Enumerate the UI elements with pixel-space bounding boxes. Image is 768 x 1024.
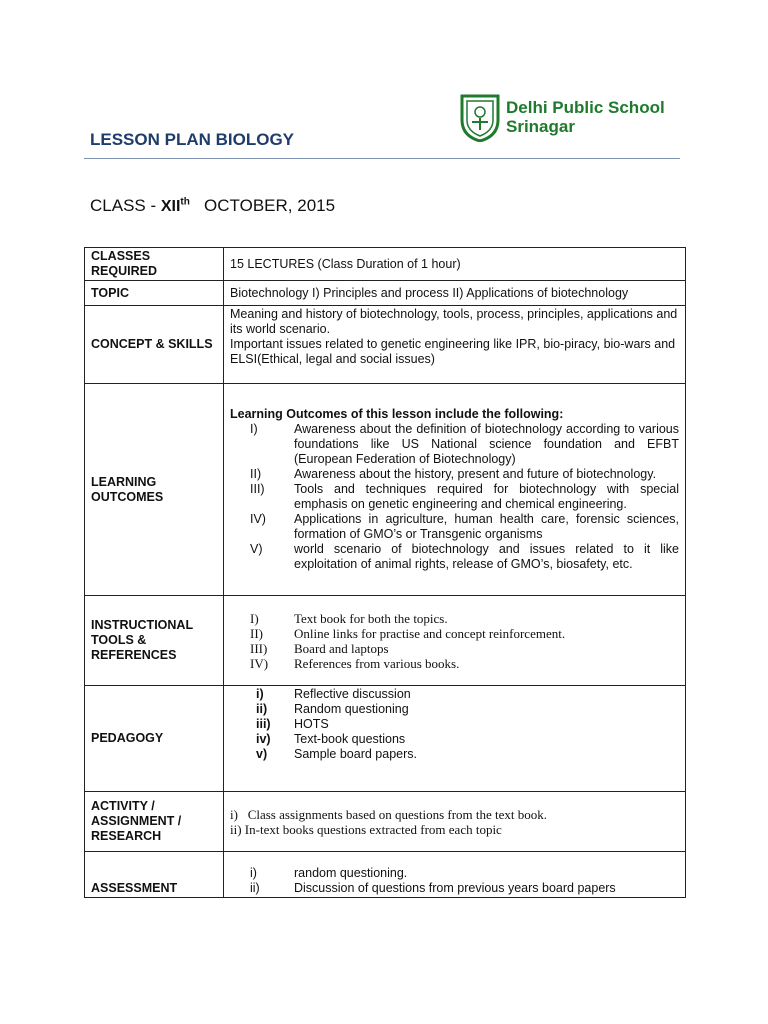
list-num: ii) <box>256 702 268 716</box>
list-text: Board and laptops <box>294 640 389 656</box>
list-num: II) <box>250 467 262 481</box>
school-name-line1: Delhi Public School <box>506 98 665 117</box>
list-item <box>230 656 679 671</box>
row-concept <box>85 306 686 384</box>
list-item <box>230 611 679 626</box>
list-item <box>230 687 679 702</box>
learning-intro: Learning Outcomes of this lesson include the following: <box>230 407 564 421</box>
list-num: IV) <box>250 655 269 671</box>
list-num: i) <box>250 866 257 880</box>
list-num: i) <box>256 687 264 701</box>
value-activity <box>224 792 686 852</box>
activity-line1: i) Class assignments based on questions from the text book. <box>230 806 548 822</box>
label-pedagogy: PEDAGOGY <box>85 686 224 792</box>
list-text: Online links for practise and concept reinforcement. <box>294 625 566 641</box>
list-num: iii) <box>256 717 271 731</box>
list-item <box>230 422 679 467</box>
value-topic: Biotechnology I) Principles and process II) Applications of biotechnology <box>224 281 686 306</box>
list-text: References from various books. <box>294 655 460 671</box>
list-num: ii) <box>250 881 260 895</box>
list-num: III) <box>250 482 265 496</box>
list-item <box>230 542 679 572</box>
list-item <box>230 881 679 896</box>
list-text: Random questioning <box>294 702 409 716</box>
row-topic <box>85 281 686 306</box>
list-item <box>230 626 679 641</box>
class-prefix: CLASS - <box>90 196 161 215</box>
row-tools <box>85 596 686 686</box>
list-item <box>230 866 679 881</box>
value-pedagogy <box>224 686 686 792</box>
school-name <box>506 98 665 136</box>
value-learning <box>224 384 686 596</box>
row-pedagogy <box>85 686 686 792</box>
list-text: Awareness about the history, present and future of biotechnology. <box>294 467 657 481</box>
row-activity <box>85 792 686 852</box>
list-item <box>230 512 679 542</box>
list-text: Sample board papers. <box>294 747 417 761</box>
row-learning <box>85 384 686 596</box>
header-divider <box>84 158 680 159</box>
class-line <box>90 196 335 216</box>
list-num: I) <box>250 610 259 626</box>
list-text: Tools and techniques required for biotechnology with special emphasis on genetic engineering and chemical engineering. <box>294 482 679 511</box>
list-text: Reflective discussion <box>294 687 411 701</box>
list-item <box>230 641 679 656</box>
concept-line2: Important issues related to genetic engineering like IPR, bio-piracy, bio-wars and ELSI(Ethical, legal and social issues) <box>230 337 676 366</box>
row-classes-required <box>85 248 686 281</box>
label-classes-required: CLASSES REQUIRED <box>85 248 224 281</box>
list-text: Awareness about the definition of biotechnology according to various foundations like US National science foundation and EFBT (European Federation of Biotechnology) <box>294 422 679 466</box>
list-text: Applications in agriculture, human health care, forensic sciences, formation of GMO’s or Transgenic organisms <box>294 512 679 541</box>
label-assessment: ASSESSMENT <box>85 852 224 898</box>
class-value: XII <box>160 198 181 215</box>
list-num: iv) <box>256 732 271 746</box>
value-classes-required: 15 LECTURES (Class Duration of 1 hour) <box>224 248 686 281</box>
list-num: III) <box>250 640 268 656</box>
list-text: Discussion of questions from previous years board papers <box>294 881 616 895</box>
list-num: II) <box>250 625 263 641</box>
learning-list <box>230 422 679 572</box>
list-num: v) <box>256 747 268 761</box>
value-assessment <box>224 852 686 898</box>
list-text: world scenario of biotechnology and issues related to it like exploitation of animal rights, release of GMO’s, biosafety, etc. <box>294 542 679 571</box>
list-text: Text-book questions <box>294 732 406 746</box>
label-tools: INSTRUCTIONAL TOOLS & REFERENCES <box>85 596 224 686</box>
list-text: Text book for both the topics. <box>294 610 448 626</box>
list-item <box>230 747 679 762</box>
value-tools <box>224 596 686 686</box>
class-sup: th <box>180 196 190 208</box>
list-item <box>230 467 679 482</box>
row-assessment <box>85 852 686 898</box>
value-concept <box>224 306 686 384</box>
list-num: V) <box>250 542 263 556</box>
label-topic: TOPIC <box>85 281 224 306</box>
school-name-line2: Srinagar <box>506 117 575 136</box>
label-activity: ACTIVITY / ASSIGNMENT / RESEARCH <box>85 792 224 852</box>
list-num: I) <box>250 422 258 436</box>
lesson-plan-table <box>84 247 686 898</box>
list-text: HOTS <box>294 717 329 731</box>
label-concept: CONCEPT & SKILLS <box>85 306 224 384</box>
list-text: random questioning. <box>294 866 408 880</box>
activity-line2: ii) In-text books questions extracted from each topic <box>230 821 502 837</box>
list-item <box>230 732 679 747</box>
concept-line1: Meaning and history of biotechnology, tools, process, principles, applications and its world scenario. <box>230 307 678 336</box>
list-item <box>230 482 679 512</box>
list-item <box>230 702 679 717</box>
month: OCTOBER, 2015 <box>204 196 336 215</box>
list-item <box>230 717 679 732</box>
page-title: LESSON PLAN BIOLOGY <box>90 130 295 149</box>
label-learning: LEARNING OUTCOMES <box>85 384 224 596</box>
list-num: IV) <box>250 512 266 526</box>
